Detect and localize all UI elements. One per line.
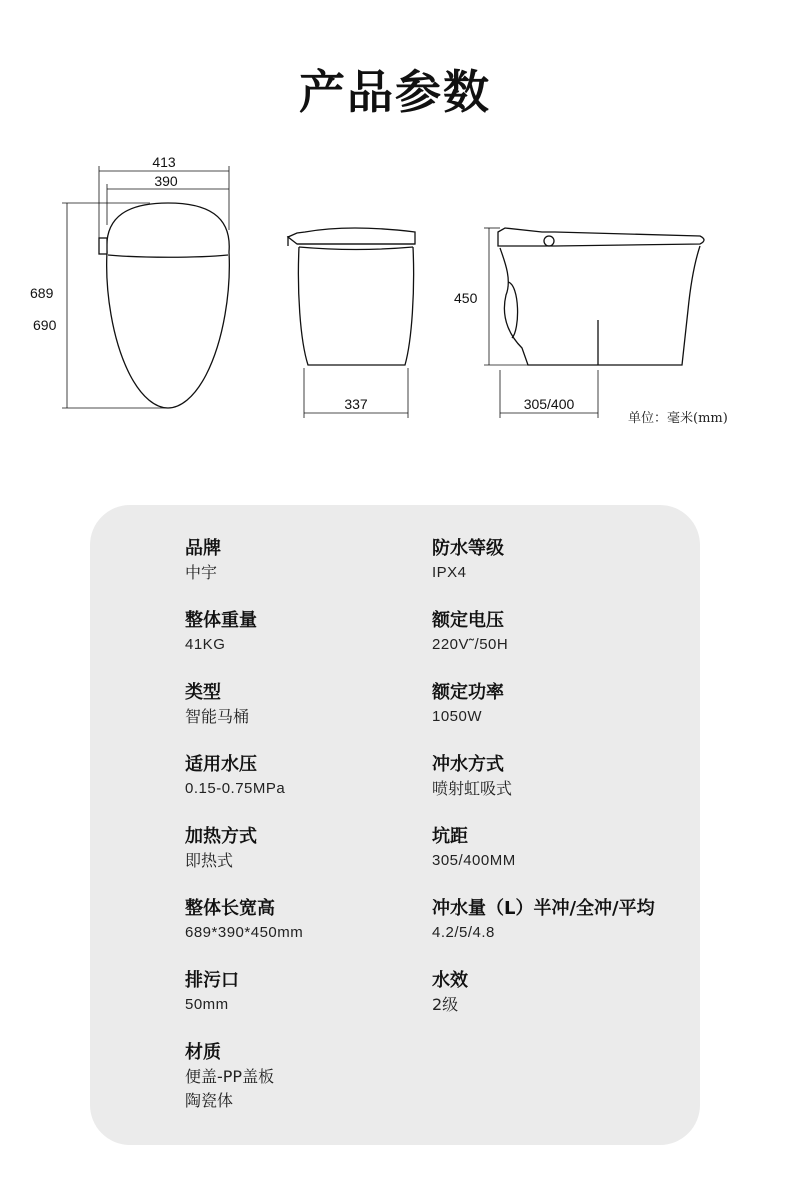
spec-value: 中宇: [185, 563, 218, 582]
spec-label: 整体长宽高: [185, 898, 275, 919]
spec-label: 防水等级: [432, 538, 504, 559]
spec-weight: [185, 609, 257, 657]
dim-pit-distance: 305/400: [523, 396, 575, 412]
spec-power: [432, 681, 504, 729]
spec-voltage: [432, 609, 508, 657]
spec-drain: [185, 969, 239, 1017]
spec-value: 2级: [432, 995, 459, 1014]
spec-value: 220V˜/50H: [432, 636, 509, 653]
spec-flush-volume: [432, 897, 655, 945]
spec-value: 689*390*450mm: [185, 924, 304, 941]
side-view-drawing: [484, 228, 704, 418]
spec-value: IPX4: [432, 564, 467, 581]
spec-value: 50mm: [185, 996, 229, 1013]
spec-label: 品牌: [185, 538, 221, 559]
spec-water-efficiency: [432, 969, 468, 1017]
unit-label: 单位：毫米(mm): [628, 411, 728, 426]
spec-waterproof: [432, 537, 504, 585]
spec-pit-distance: [432, 825, 516, 873]
spec-brand: [185, 537, 221, 585]
front-view-drawing: [288, 228, 415, 418]
spec-type: [185, 681, 249, 729]
spec-label: 额定功率: [432, 682, 504, 703]
spec-label: 加热方式: [185, 826, 257, 847]
spec-flush-method: [432, 753, 512, 801]
spec-value: 喷射虹吸式: [432, 779, 513, 798]
spec-label: 排污口: [185, 970, 239, 991]
spec-label: 适用水压: [185, 754, 257, 775]
spec-water-pressure: [185, 753, 285, 801]
spec-value: 4.2/5/4.8: [432, 924, 495, 941]
spec-label: 冲水方式: [432, 754, 504, 775]
spec-label: 水效: [432, 970, 468, 991]
spec-label: 坑距: [432, 826, 468, 847]
dim-length-2: 690: [33, 317, 57, 333]
spec-heating: [185, 825, 257, 873]
page-title: 产品参数: [299, 65, 491, 119]
spec-value: 305/400MM: [432, 852, 516, 869]
spec-value: 41KG: [185, 636, 226, 653]
dim-front-width: 337: [344, 396, 368, 412]
spec-value: 便盖-PP盖板: [185, 1067, 275, 1086]
dim-length-1: 689: [30, 285, 54, 301]
spec-label: 冲水量（L）半冲/全冲/平均: [432, 898, 655, 919]
spec-value-2: 陶瓷体: [185, 1091, 234, 1110]
spec-label: 材质: [185, 1042, 221, 1063]
dim-width-outer: 413: [152, 154, 176, 170]
spec-dimensions: [185, 897, 303, 945]
spec-label: 整体重量: [185, 610, 257, 631]
top-view-drawing: [62, 166, 229, 408]
spec-value: 智能马桶: [185, 707, 250, 726]
spec-value: 1050W: [432, 708, 483, 725]
spec-label: 类型: [185, 682, 221, 703]
spec-value: 即热式: [185, 851, 234, 870]
dimension-drawings: [0, 0, 790, 470]
dim-width-inner: 390: [154, 173, 178, 189]
spec-label: 额定电压: [432, 610, 504, 631]
spec-card: [90, 505, 700, 1145]
dim-height: 450: [454, 290, 478, 306]
spec-value: 0.15-0.75MPa: [185, 780, 286, 797]
spec-material: [185, 1041, 274, 1113]
